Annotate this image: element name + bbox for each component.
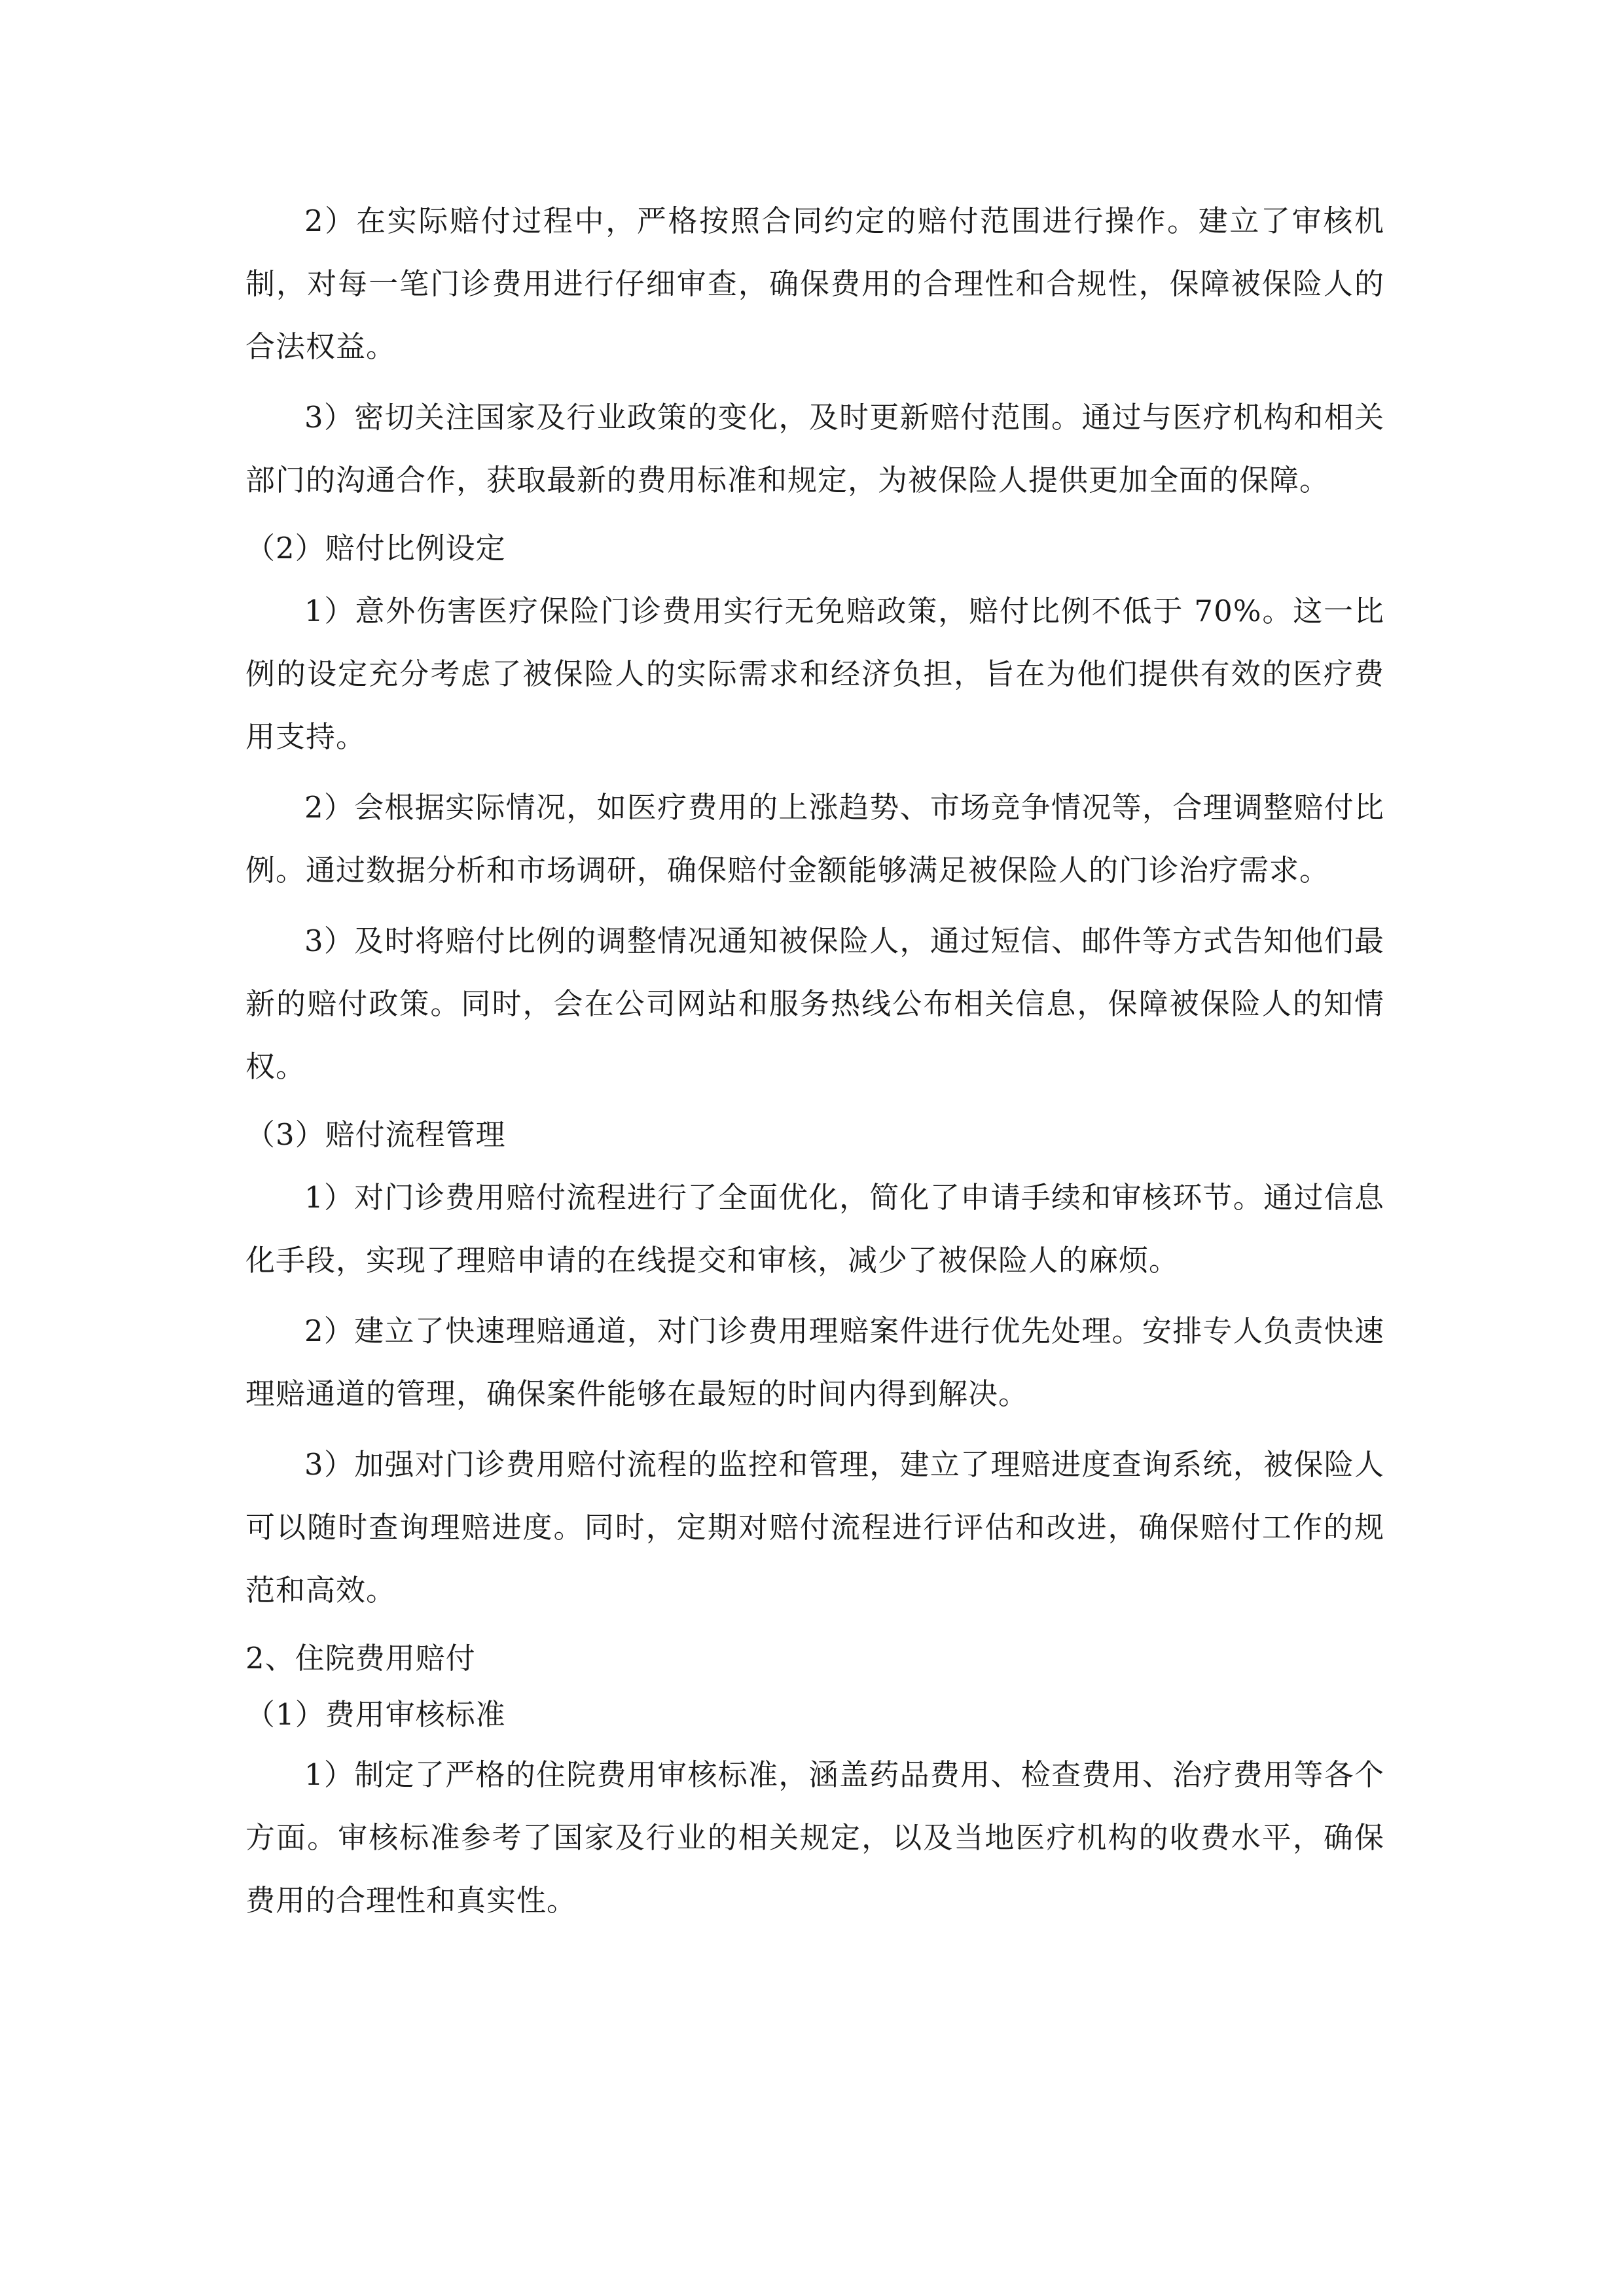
section-heading-inpatient: 2、住院费用赔付 [245, 1641, 476, 1676]
section-heading-process: （3）赔付流程管理 [245, 1117, 506, 1152]
paragraph-ratio-1: 1）意外伤害医疗保险门诊费用实行无免赔政策，赔付比例不低于 70%。这一比例的设定充分考虑了被保险人的实际需求和经济负担，旨在为他们提供有效的医疗费用支持。 [245, 594, 1384, 754]
paragraph-review-standard-1: 1）制定了严格的住院费用审核标准，涵盖药品费用、检查费用、治疗费用等各个方面。审核标准参考了国家及行业的相关规定，以及当地医疗机构的收费水平，确保费用的合理性和真实性。 [245, 1757, 1384, 1918]
section-heading-ratio: （2）赔付比例设定 [245, 531, 506, 565]
paragraph-process-1: 1）对门诊费用赔付流程进行了全面优化，简化了申请手续和审核环节。通过信息化手段，实现了理赔申请的在线提交和审核，减少了被保险人的麻烦。 [245, 1180, 1384, 1278]
paragraph-outpatient-scope-2: 2）在实际赔付过程中，严格按照合同约定的赔付范围进行操作。建立了审核机制，对每一笔门诊费用进行仔细审查，确保费用的合理性和合规性，保障被保险人的合法权益。 [245, 204, 1384, 364]
paragraph-ratio-3: 3）及时将赔付比例的调整情况通知被保险人，通过短信、邮件等方式告知他们最新的赔付政策。同时，会在公司网站和服务热线公布相关信息，保障被保险人的知情权。 [245, 924, 1384, 1084]
paragraph-outpatient-scope-3: 3）密切关注国家及行业政策的变化，及时更新赔付范围。通过与医疗机构和相关部门的沟通合作，获取最新的费用标准和规定，为被保险人提供更加全面的保障。 [245, 400, 1384, 497]
paragraph-ratio-2: 2）会根据实际情况，如医疗费用的上涨趋势、市场竞争情况等，合理调整赔付比例。通过数据分析和市场调研，确保赔付金额能够满足被保险人的门诊治疗需求。 [245, 790, 1384, 888]
subsection-heading-review-standard: （1）费用审核标准 [245, 1697, 506, 1732]
document-body [245, 190, 1384, 1940]
paragraph-process-3: 3）加强对门诊费用赔付流程的监控和管理，建立了理赔进度查询系统，被保险人可以随时查询理赔进度。同时，定期对赔付流程进行评估和改进，确保赔付工作的规范和高效。 [245, 1447, 1384, 1607]
paragraph-process-2: 2）建立了快速理赔通道，对门诊费用理赔案件进行优先处理。安排专人负责快速理赔通道的管理，确保案件能够在最短的时间内得到解决。 [245, 1314, 1384, 1411]
